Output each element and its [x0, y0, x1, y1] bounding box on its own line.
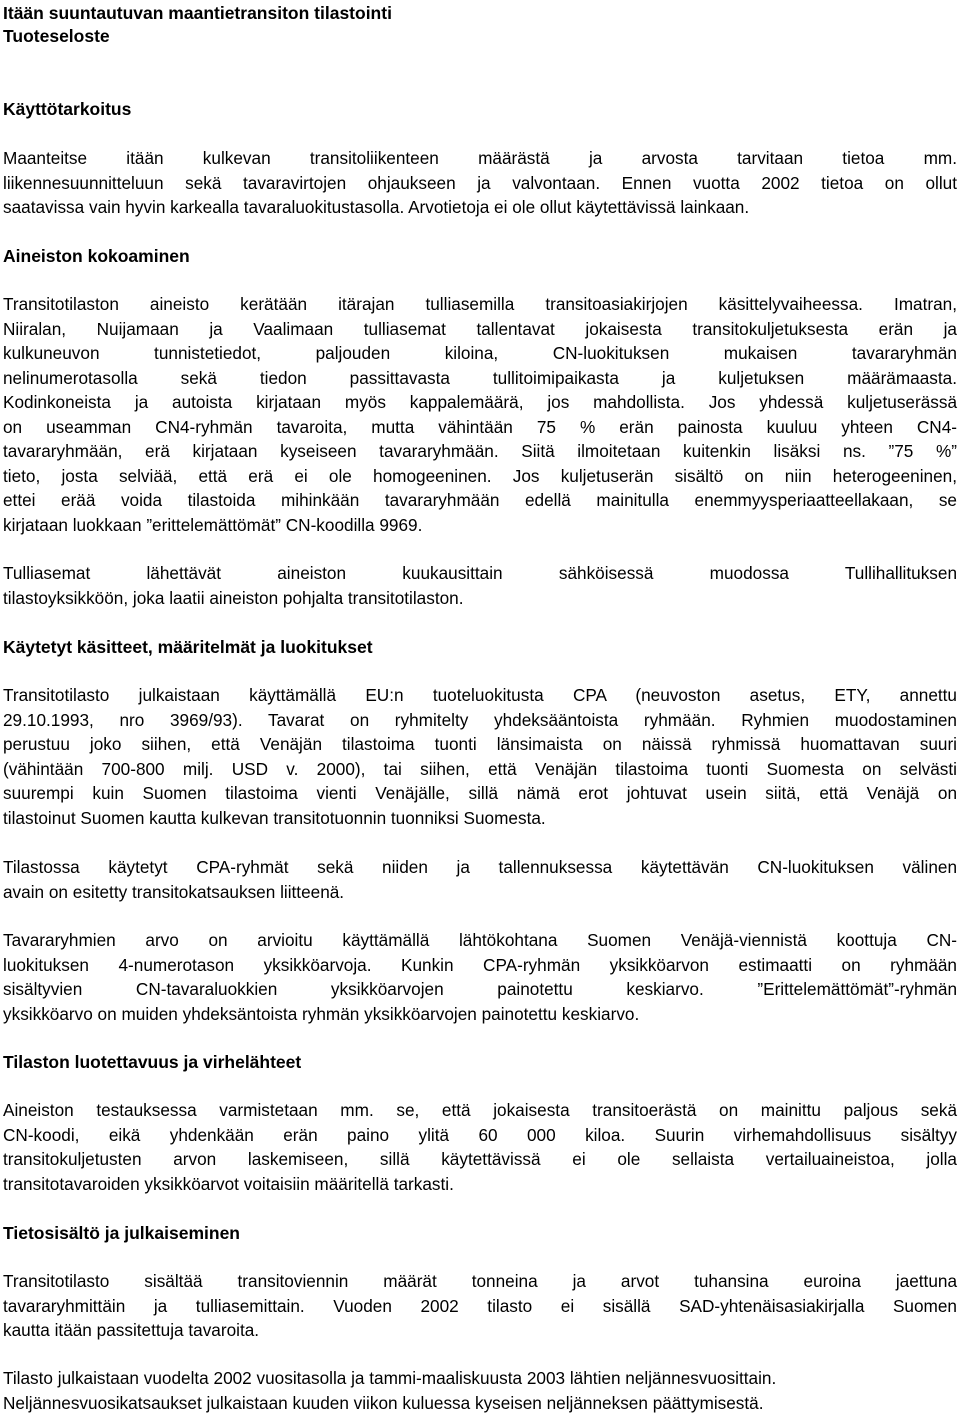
paragraph-reliability — [3, 1098, 957, 1196]
text-line: 29.10.1993, nro 3969/93). Tavarat on ryhmitelty yhdeksääntoista ryhmään. Ryhmien muodostaminen — [3, 709, 957, 730]
text-line: transitokuljetusten arvon laskemiseen, sillä käytettävissä ei ole sellaista vertailuaineistoa, jolla — [3, 1149, 957, 1169]
heading-concepts: Käytetyt käsitteet, määritelmät ja luokitukset — [3, 637, 373, 657]
document-title: Itään suuntautuvan maantietransiton tilastointi — [3, 3, 392, 23]
text-line: Tilasto julkaistaan vuodelta 2002 vuositasolla ja tammi-maaliskuusta 2003 lähtien neljännesvuosittain. — [3, 1368, 777, 1388]
heading-purpose: Käyttötarkoitus — [3, 99, 132, 119]
heading-content: Tietosisältö ja julkaiseminen — [3, 1223, 240, 1243]
heading-reliability: Tilaston luotettavuus ja virhelähteet — [3, 1052, 302, 1072]
text-line: (vähintään 700-800 milj. USD v. 2000), tai siihen, että Venäjän tilastoima tuonti Suomesta on selvästi — [3, 758, 957, 779]
text-line: luokituksen 4-numerotason yksikköarvoja. Kunkin CPA-ryhmän yksikköarvon estimaatti on ryhmään — [3, 954, 957, 975]
text-line: Maanteitse itään kulkevan transitoliikenteen määrästä ja arvosta tarvitaan tietoa mm. — [3, 148, 957, 168]
text-line: Tulliasemat lähettävät aineiston kuukausittain sähköisessä muodossa Tullihallituksen — [3, 563, 957, 583]
text-line: Neljännesvuosikatsaukset julkaistaan kuuden viikon kuluessa kyseisen neljänneksen päättymisestä. — [3, 1392, 764, 1413]
text-line: sisältyvien CN-tavaraluokkien yksikköarvojen painotettu keskiarvo. ”Erittelemättömät”-ryhmän — [3, 979, 957, 999]
text-line: Niiralan, Nuijamaan ja Vaalimaan tulliasemat tallentavat jokaisesta transitokuljetuksesta erän ja — [3, 318, 957, 339]
paragraph-concepts-3 — [3, 928, 957, 1026]
text-line: saatavissa vain hyvin karkealla tavaraluokitustasolla. Arvotietoja ei ole ollut käytettävissä lainkaan. — [3, 197, 750, 217]
document-subtitle: Tuoteseloste — [3, 26, 110, 46]
text-line: on useamman CN4-ryhmän tavaroita, mutta vähintään 75 % erän painosta kuuluu yhteen CN4- — [3, 416, 957, 437]
text-line: tavararyhmään, erä kirjataan kyseiseen tavararyhmään. Siitä ilmoitetaan kuitenkin lisäksi ns. ”75 %” — [3, 441, 957, 461]
text-line: tilastoyksikköön, joka laatii aineiston pohjalta transitotilaston. — [3, 587, 464, 608]
text-line: kirjataan luokkaan ”erittelemättömät” CN-koodilla 9969. — [3, 514, 423, 535]
text-line: suurempi kuin Suomen tilastoima vienti Venäjälle, sillä nämä erot johtuvat usein siitä, että Venäjä on — [3, 783, 957, 803]
text-line: kautta itään passitettuja tavaroita. — [3, 1320, 260, 1340]
paragraph-concepts-2 — [3, 855, 957, 904]
heading-compilation: Aineiston kokoaminen — [3, 246, 190, 266]
text-line: yksikköarvo on muiden yhdeksäntoista ryhmän yksikköarvojen painotettu keskiarvo. — [3, 1003, 640, 1024]
text-line: perustuu joko siihen, että Venäjän tilastoima tuonti länsimaista on näissä ryhmissä huomattavan suuri — [3, 734, 957, 754]
text-line: Tilastossa käytetyt CPA-ryhmät sekä niiden ja tallennuksessa käytettävän CN-luokituksen välinen — [3, 857, 957, 877]
text-line: tieto, josta selviää, että erä ei ole homogeeninen. Jos kuljetuserän sisältö on niin heterogeeninen, — [3, 465, 957, 486]
text-line: Transitotilasto julkaistaan käyttämällä EU:n tuoteluokitusta CPA (neuvoston asetus, ETY, annettu — [3, 685, 957, 705]
text-line: kulkuneuvon tunnistetiedot, paljouden kiloina, CN-luokituksen mukaisen tavararyhmän — [3, 343, 957, 363]
paragraph-purpose — [3, 146, 957, 220]
text-line: avain on esitetty transitokatsauksen liitteenä. — [3, 881, 345, 902]
text-line: Tavararyhmien arvo on arvioitu käyttämällä lähtökohtana Suomen Venäjä-viennistä koottuja CN- — [3, 930, 957, 950]
text-line: ettei erää voida tilastoida mihinkään tavararyhmään edellä mainitulla enemmyysperiaatteellakaan, se — [3, 490, 957, 510]
text-line: nelinumerotasolla sekä tiedon passittavasta tullitoimipaikasta ja kuljetuksen määrämaasta. — [3, 367, 957, 388]
text-line: Transitotilaston aineisto kerätään itärajan tulliasemilla transitoasiakirjojen käsittelyvaiheessa. Imatran, — [3, 294, 957, 314]
paragraph-content-2 — [3, 1366, 957, 1415]
text-line: Kodinkoneista ja autoista kirjataan myös kappalemäärä, jos mahdollista. Jos yhdessä kuljetuserässä — [3, 392, 957, 412]
text-line: Transitotilasto sisältää transitoviennin määrät tonneina ja arvot tuhansina euroina jaettuna — [3, 1271, 957, 1291]
paragraph-compilation-1 — [3, 292, 957, 537]
text-line: transitotavaroiden yksikköarvot voitaisiin määritellä tarkasti. — [3, 1173, 454, 1194]
paragraph-content-1 — [3, 1269, 957, 1343]
text-line: tavararyhmittäin ja tulliasemittain. Vuoden 2002 tilasto ei sisällä SAD-yhtenäisasiakirjalla Suomen — [3, 1295, 957, 1316]
text-line: tilastoinut Suomen kautta kulkevan transitotuonnin tuonniksi Suomesta. — [3, 807, 546, 828]
text-line: Aineiston testauksessa varmistetaan mm. se, että jokaisesta transitoerästä on mainittu paljous sekä — [3, 1100, 957, 1120]
paragraph-compilation-2 — [3, 561, 957, 610]
text-line: liikennesuunnitteluun sekä tavaravirtojen ohjaukseen ja valvontaan. Ennen vuotta 2002 tietoa on ollut — [3, 172, 957, 193]
text-line: CN-koodi, eikä yhdenkään erän paino ylitä 60 000 kiloa. Suurin virhemahdollisuus sisältyy — [3, 1124, 957, 1145]
paragraph-concepts-1 — [3, 683, 957, 830]
